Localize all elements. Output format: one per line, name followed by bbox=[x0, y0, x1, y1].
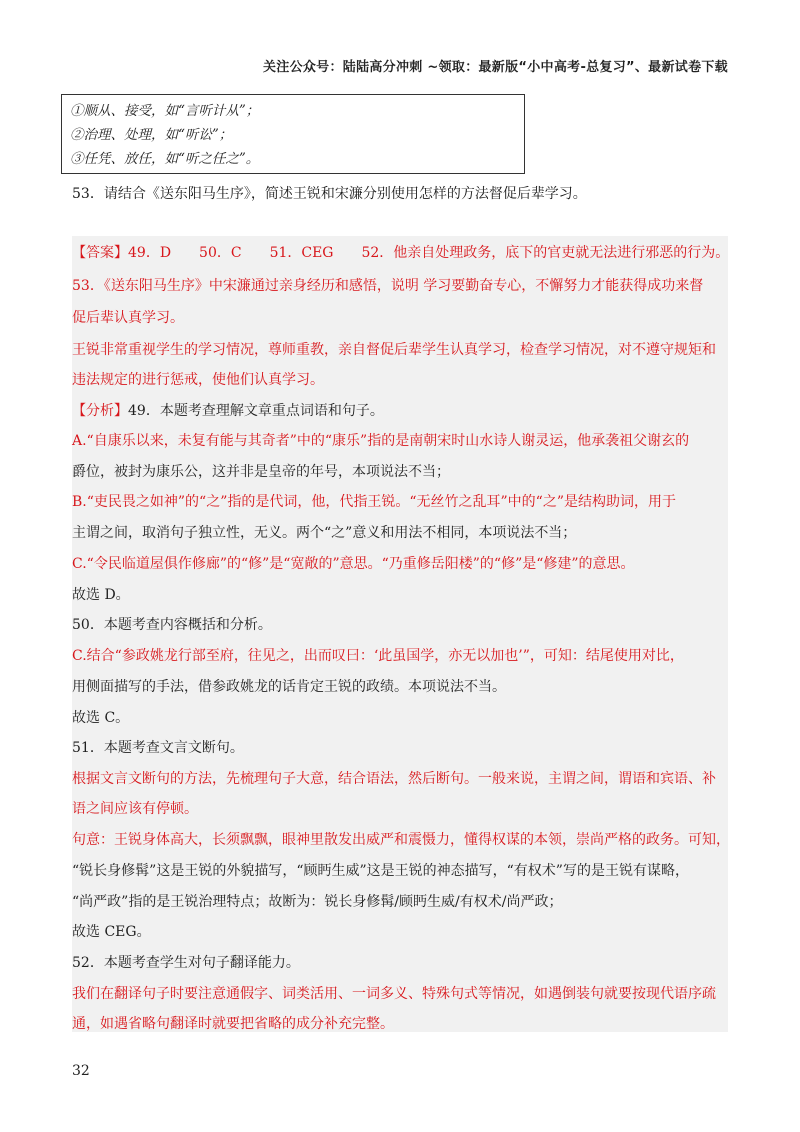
analysis-line-4: B.“吏民畏之如神”的“之”指的是代词，他，代指王锐。“无丝竹之乱耳”中的“之”是结构助词，用于 bbox=[72, 494, 676, 510]
definition-line: ②治理、处理，如“听讼”； bbox=[70, 127, 233, 143]
analysis-line-16: “锐长身修髯”这是王锐的外貌描写，“顾眄生威”这是王锐的神态描写，“有权术”写的是王锐有谋略， bbox=[72, 863, 689, 879]
analysis-line-10: 用侧面描写的手法，借参政姚龙的话肯定王锐的政绩。本项说法不当。 bbox=[72, 679, 506, 695]
analysis-line-18: 故选 CEG。 bbox=[72, 924, 151, 940]
analysis-line-7: 故选 D。 bbox=[72, 587, 130, 603]
answer-line-4: 王锐非常重视学生的学习情况，尊师重教，亲自督促后辈学生认真学习，检查学习情况，对不遵守规矩和 bbox=[72, 342, 716, 358]
analysis-line-21: 通，如遇省略句翻译时就要把省略的成分补充完整。 bbox=[72, 1016, 394, 1032]
analysis-line-1: 【分析】49．本题考查理解文章重点词语和句子。 bbox=[72, 403, 384, 419]
analysis-line-13: 根据文言文断句的方法，先梳理句子大意，结合语法，然后断句。一般来说，主谓之间，谓语和宾语、补 bbox=[72, 771, 716, 787]
analysis-line-12: 51．本题考查文言文断句。 bbox=[72, 740, 244, 756]
analysis-line-9: C.结合“参政姚龙行部至府，往见之，出而叹曰：‘此虽国学，亦无以加也’”，可知：结尾使用对比， bbox=[72, 648, 684, 664]
answer-line-3: 促后辈认真学习。 bbox=[72, 310, 184, 326]
answer-line-5: 违法规定的进行惩戒，使他们认真学习。 bbox=[72, 372, 324, 388]
answer-tag: 【答案】 bbox=[72, 245, 128, 261]
analysis-line-20: 我们在翻译句子时要注意通假字、词类活用、一词多义、特殊句式等情况，如遇倒装句就要按现代语序疏 bbox=[72, 986, 716, 1002]
answer-line-1: 【答案】49．D 50．C 51．CEG 52．他亲自处理政务，底下的官吏就无法进行邪恶的行为。 bbox=[72, 245, 730, 261]
analysis-line-2: A.“自康乐以来，未复有能与其奇者”中的“康乐”指的是南朝宋时山水诗人谢灵运，他承袭祖父谢玄的 bbox=[72, 433, 690, 449]
analysis-tag: 【分析】 bbox=[72, 403, 128, 419]
analysis-line-6: C.“令民临道屋俱作修廊”的“修”是“宽敞的”意思。“乃重修岳阳楼”的“修”是“修建”的意思。 bbox=[72, 556, 635, 572]
analysis-line-19: 52．本题考查学生对句子翻译能力。 bbox=[72, 955, 300, 971]
page-header: 关注公众号：陆陆高分冲刺 ~领取：最新版“小中高考-总复习”、最新试卷下载 bbox=[262, 60, 728, 75]
analysis-line-3: 爵位，被封为康乐公，这并非是皇帝的年号，本项说法不当； bbox=[72, 464, 450, 480]
definition-line: ①顺从、接受，如“言听计从”； bbox=[70, 103, 260, 119]
analysis-line-5: 主谓之间，取消句子独立性，无义。两个“之”意义和用法不相同，本项说法不当； bbox=[72, 525, 577, 541]
analysis-line-11: 故选 C。 bbox=[72, 710, 130, 726]
definition-line: ③任凭、放任，如“听之任之”。 bbox=[70, 151, 260, 167]
analysis-line-17: “尚严政”指的是王锐治理特点；故断为：锐长身修髯/顾眄生威/有权术/尚严政； bbox=[72, 894, 563, 910]
question-53: 53．请结合《送东阳马生序》，简述王锐和宋濂分别使用怎样的方法督促后辈学习。 bbox=[72, 186, 587, 202]
analysis-line-15: 句意：王锐身体高大，长须飘飘，眼神里散发出威严和震慑力，懂得权谋的本领，崇尚严格的政务。可知， bbox=[72, 832, 730, 848]
page-number: 32 bbox=[72, 1063, 90, 1079]
answer-line-2: 53．《送东阳马生序》中宋濂通过亲身经历和感悟，说明 学习要勤奋专心，不懈努力才能获得成功来督 bbox=[72, 278, 704, 294]
analysis-line-14: 语之间应该有停顿。 bbox=[72, 801, 198, 817]
analysis-line-8: 50．本题考查内容概括和分析。 bbox=[72, 617, 272, 633]
definition-box bbox=[61, 94, 525, 174]
